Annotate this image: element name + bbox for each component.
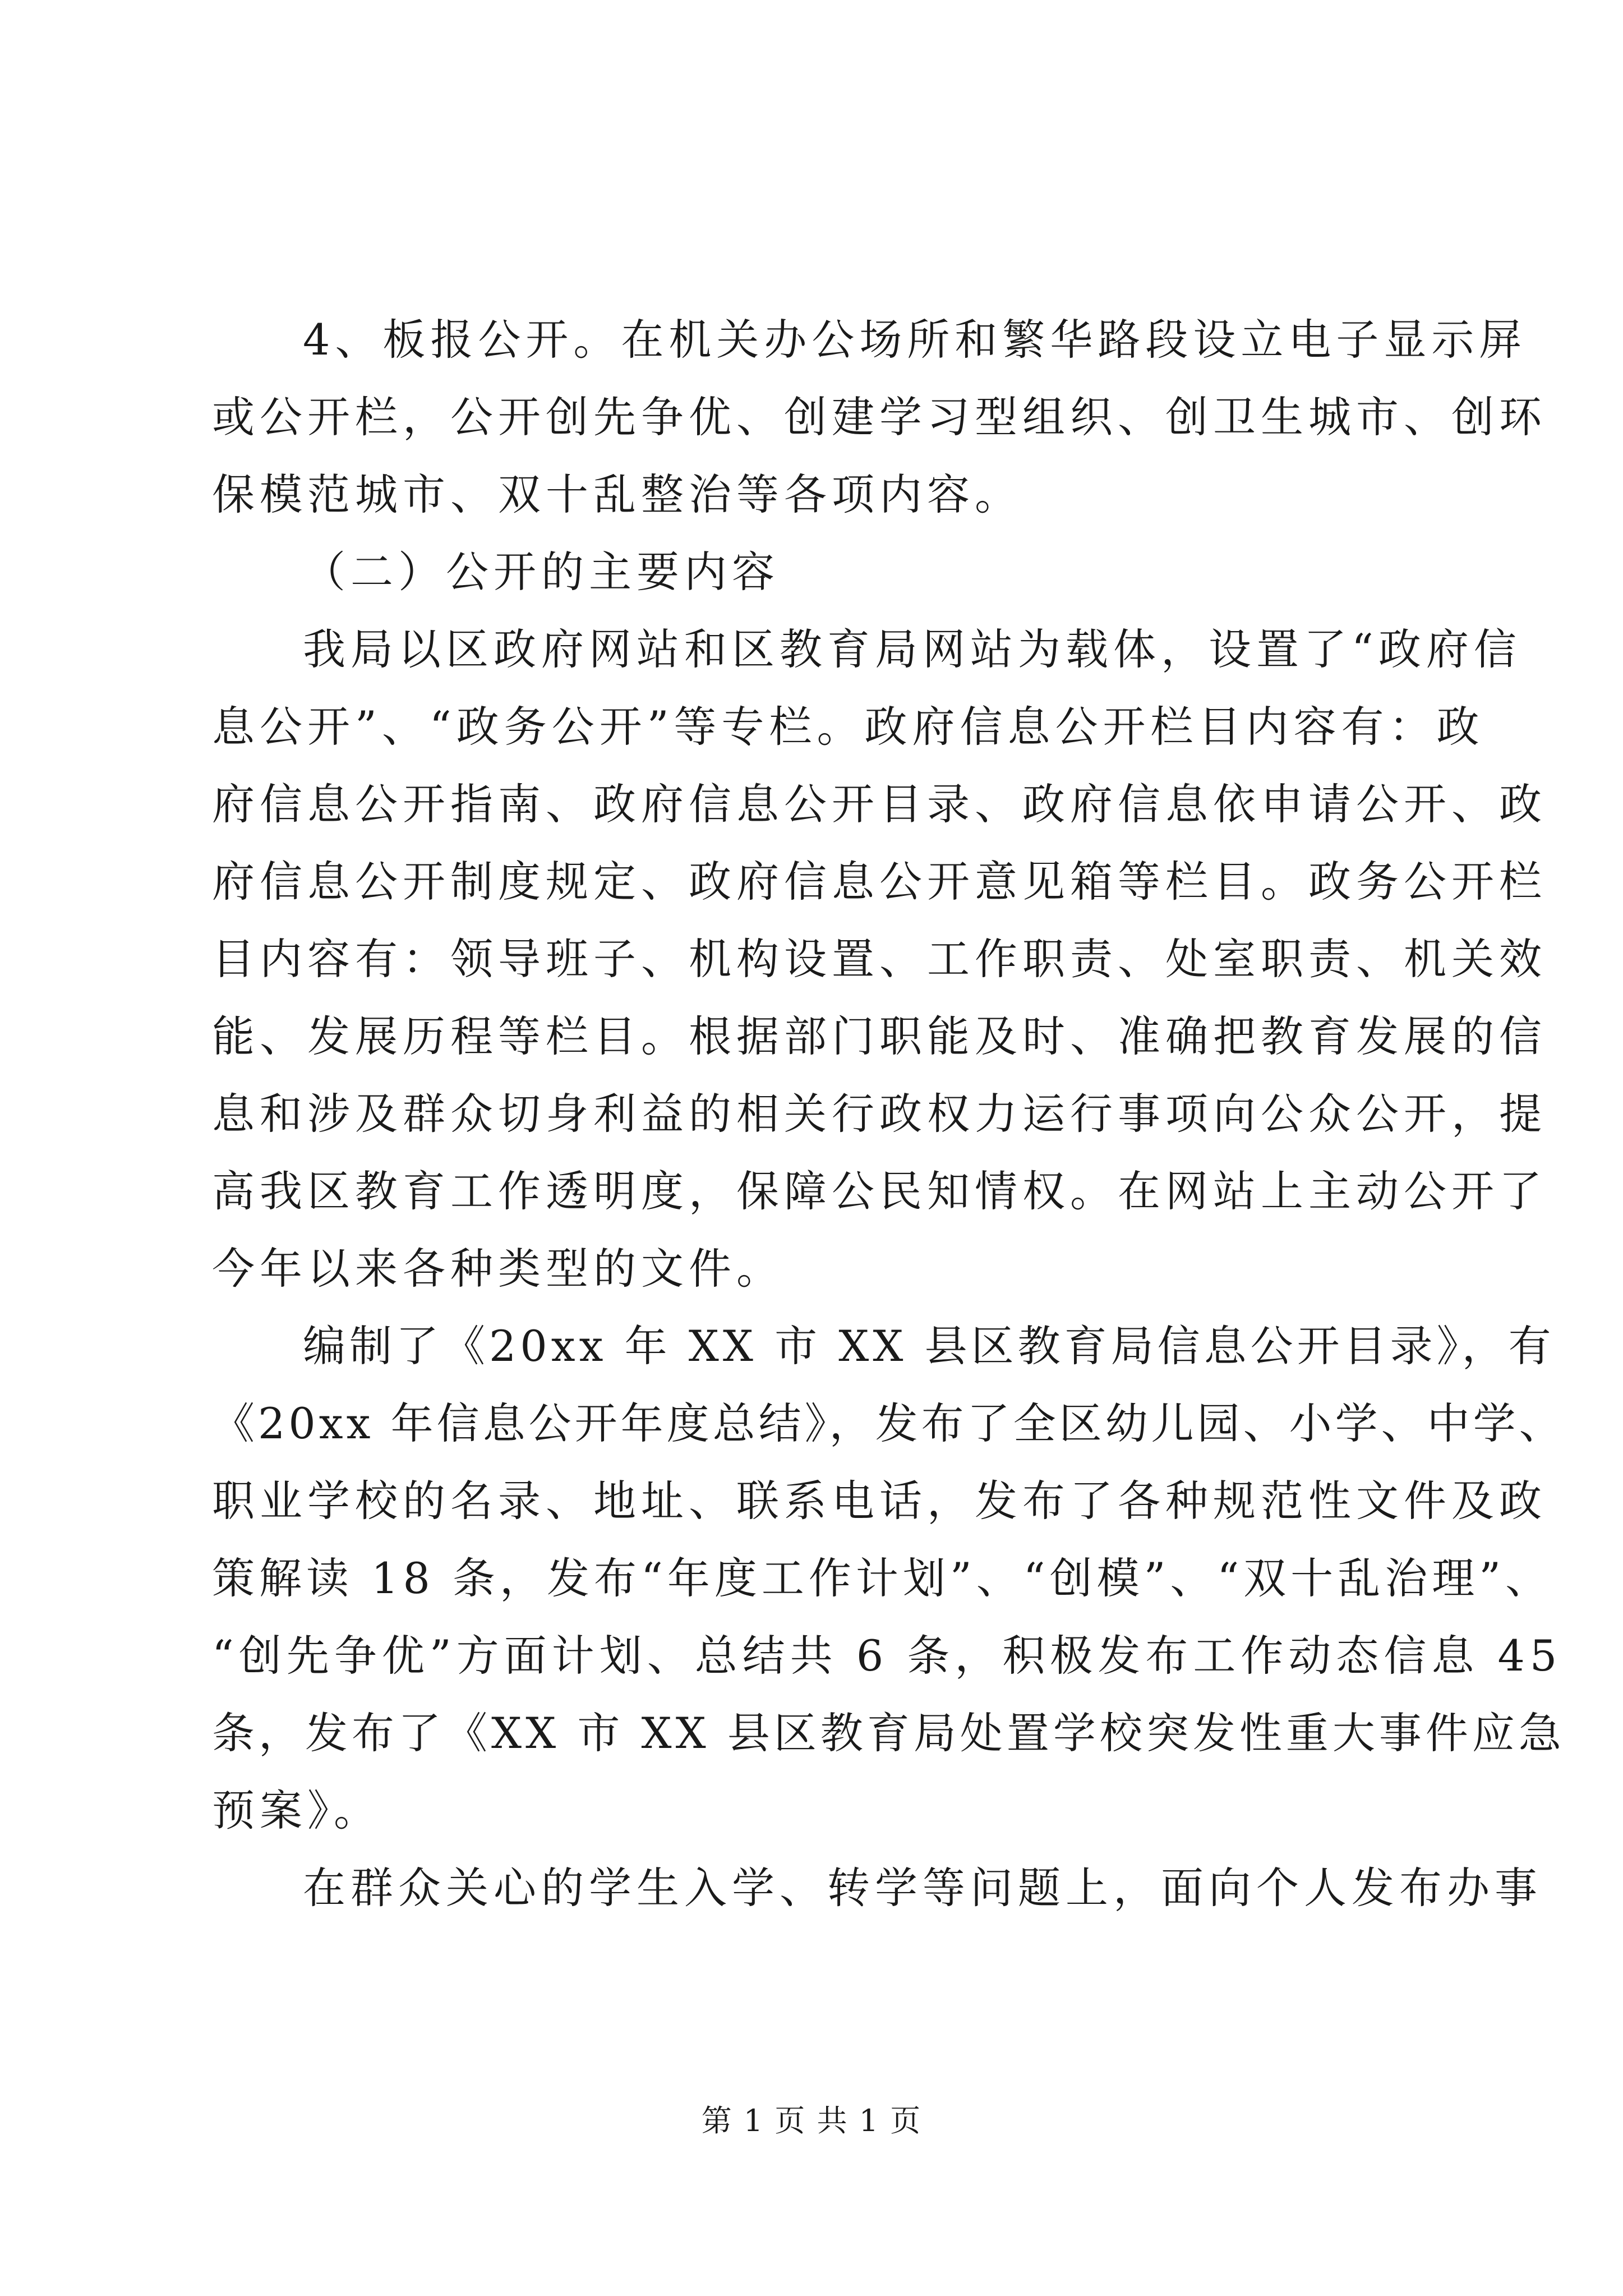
text-line: 保模范城市、双十乱整治等各项内容。 bbox=[212, 470, 1022, 519]
text-line: 府信息公开制度规定、政府信息公开意见箱等栏目。政务公开栏 bbox=[212, 857, 1547, 907]
text-line: 策解读 18 条，发布“年度工作计划”、“创模”、“双十乱治理”、 bbox=[212, 1553, 1553, 1603]
text-line: 在群众关心的学生入学、转学等问题上，面向个人发布办事 bbox=[303, 1863, 1542, 1913]
text-line: “创先争优”方面计划、总结共 6 条，积极发布工作动态信息 45 bbox=[212, 1631, 1562, 1681]
text-line: 预案》。 bbox=[212, 1786, 381, 1835]
text-line: 息公开”、“政务公开”等专栏。政府信息公开栏目内容有：政 bbox=[212, 702, 1484, 752]
text-line: 条，发布了《XX 市 XX 县区教育局处置学校突发性重大事件应急 bbox=[212, 1708, 1565, 1758]
text-line: 或公开栏，公开创先争优、创建学习型组织、创卫生城市、创环 bbox=[212, 392, 1547, 442]
text-line: 我局以区政府网站和区教育局网站为载体，设置了“政府信 bbox=[303, 624, 1521, 674]
text-line: 4、板报公开。在机关办公场所和繁华路段设立电子显示屏 bbox=[303, 315, 1527, 365]
text-line: 目内容有：领导班子、机构设置、工作职责、处室职责、机关效 bbox=[212, 934, 1547, 984]
text-line: 今年以来各种类型的文件。 bbox=[212, 1244, 784, 1294]
section-heading: （二）公开的主要内容 bbox=[303, 547, 780, 597]
text-line: 息和涉及群众切身利益的相关行政权力运行事项向公众公开，提 bbox=[212, 1089, 1547, 1139]
text-line: 高我区教育工作透明度，保障公民知情权。在网站上主动公开了 bbox=[212, 1166, 1547, 1216]
text-line: 《20xx 年信息公开年度总结》，发布了全区幼儿园、小学、中学、 bbox=[212, 1398, 1565, 1448]
page-footer: 第 1 页 共 1 页 bbox=[701, 2103, 922, 2138]
text-line: 编制了《20xx 年 XX 市 XX 县区教育局信息公开目录》，有 bbox=[303, 1321, 1555, 1371]
text-line: 能、发展历程等栏目。根据部门职能及时、准确把教育发展的信 bbox=[212, 1011, 1547, 1061]
text-line: 职业学校的名录、地址、联系电话，发布了各种规范性文件及政 bbox=[212, 1476, 1547, 1526]
text-line: 府信息公开指南、政府信息公开目录、政府信息依申请公开、政 bbox=[212, 779, 1547, 829]
